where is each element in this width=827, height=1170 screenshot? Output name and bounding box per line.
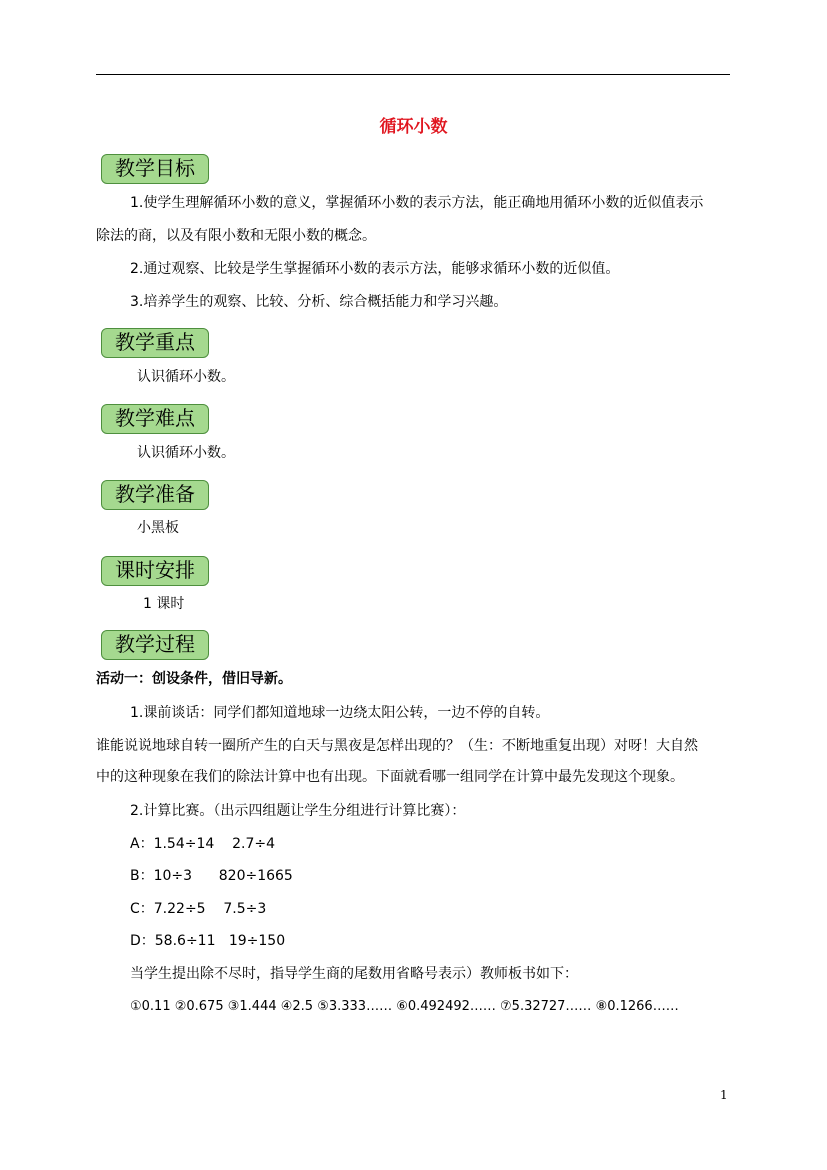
board-results: ①0.11 ②0.675 ③1.444 ④2.5 ⑤3.333…… ⑥0.492492…… ⑦5.32727…… ⑧0.1266…… — [130, 999, 679, 1014]
section-badge-difficulties: 教学难点 — [101, 404, 209, 434]
process-line-1: 1.课前谈话：同学们都知道地球一边绕太阳公转，一边不停的自转。 — [130, 705, 550, 721]
header-rule — [96, 74, 730, 75]
process-line-2: 谁能说说地球自转一圈所产生的白天与黑夜是怎样出现的？（生：不断地重复出现）对呀！大自然 — [96, 738, 698, 754]
page-number: 1 — [720, 1088, 728, 1102]
goals-item-1-line-2: 除法的商，以及有限小数和无限小数的概念。 — [96, 228, 376, 244]
difficulties-text: 认识循环小数。 — [137, 445, 235, 461]
problem-group-d: D：58.6÷11 19÷150 — [130, 933, 286, 949]
process-line-4: 2.计算比赛。（出示四组题让学生分组进行计算比赛）： — [130, 803, 466, 819]
section-badge-process: 教学过程 — [101, 630, 209, 660]
activity-1-heading: 活动一：创设条件，借旧导新。 — [96, 671, 292, 687]
schedule-text: 1 课时 — [143, 596, 185, 612]
section-badge-preparation: 教学准备 — [101, 480, 209, 510]
process-line-5: 当学生提出除不尽时，指导学生商的尾数用省略号表示）教师板书如下： — [130, 966, 578, 982]
process-line-3: 中的这种现象在我们的除法计算中也有出现。下面就看哪一组同学在计算中最先发现这个现象。 — [96, 769, 684, 785]
problem-group-a: A：1.54÷14 2.7÷4 — [130, 836, 275, 852]
section-badge-schedule: 课时安排 — [101, 556, 209, 586]
preparation-text: 小黑板 — [137, 520, 179, 536]
document-title: 循环小数 — [379, 117, 448, 137]
goals-item-2: 2.通过观察、比较是学生掌握循环小数的表示方法，能够求循环小数的近似值。 — [130, 261, 620, 277]
problem-group-c: C：7.22÷5 7.5÷3 — [130, 901, 267, 917]
goals-item-1-line-1: 1.使学生理解循环小数的意义，掌握循环小数的表示方法，能正确地用循环小数的近似值表示 — [130, 195, 704, 211]
problem-group-b: B：10÷3 820÷1665 — [130, 868, 293, 884]
key-points-text: 认识循环小数。 — [137, 369, 235, 385]
goals-item-3: 3.培养学生的观察、比较、分析、综合概括能力和学习兴趣。 — [130, 294, 508, 310]
section-badge-goals: 教学目标 — [101, 154, 209, 184]
section-badge-key-points: 教学重点 — [101, 328, 209, 358]
